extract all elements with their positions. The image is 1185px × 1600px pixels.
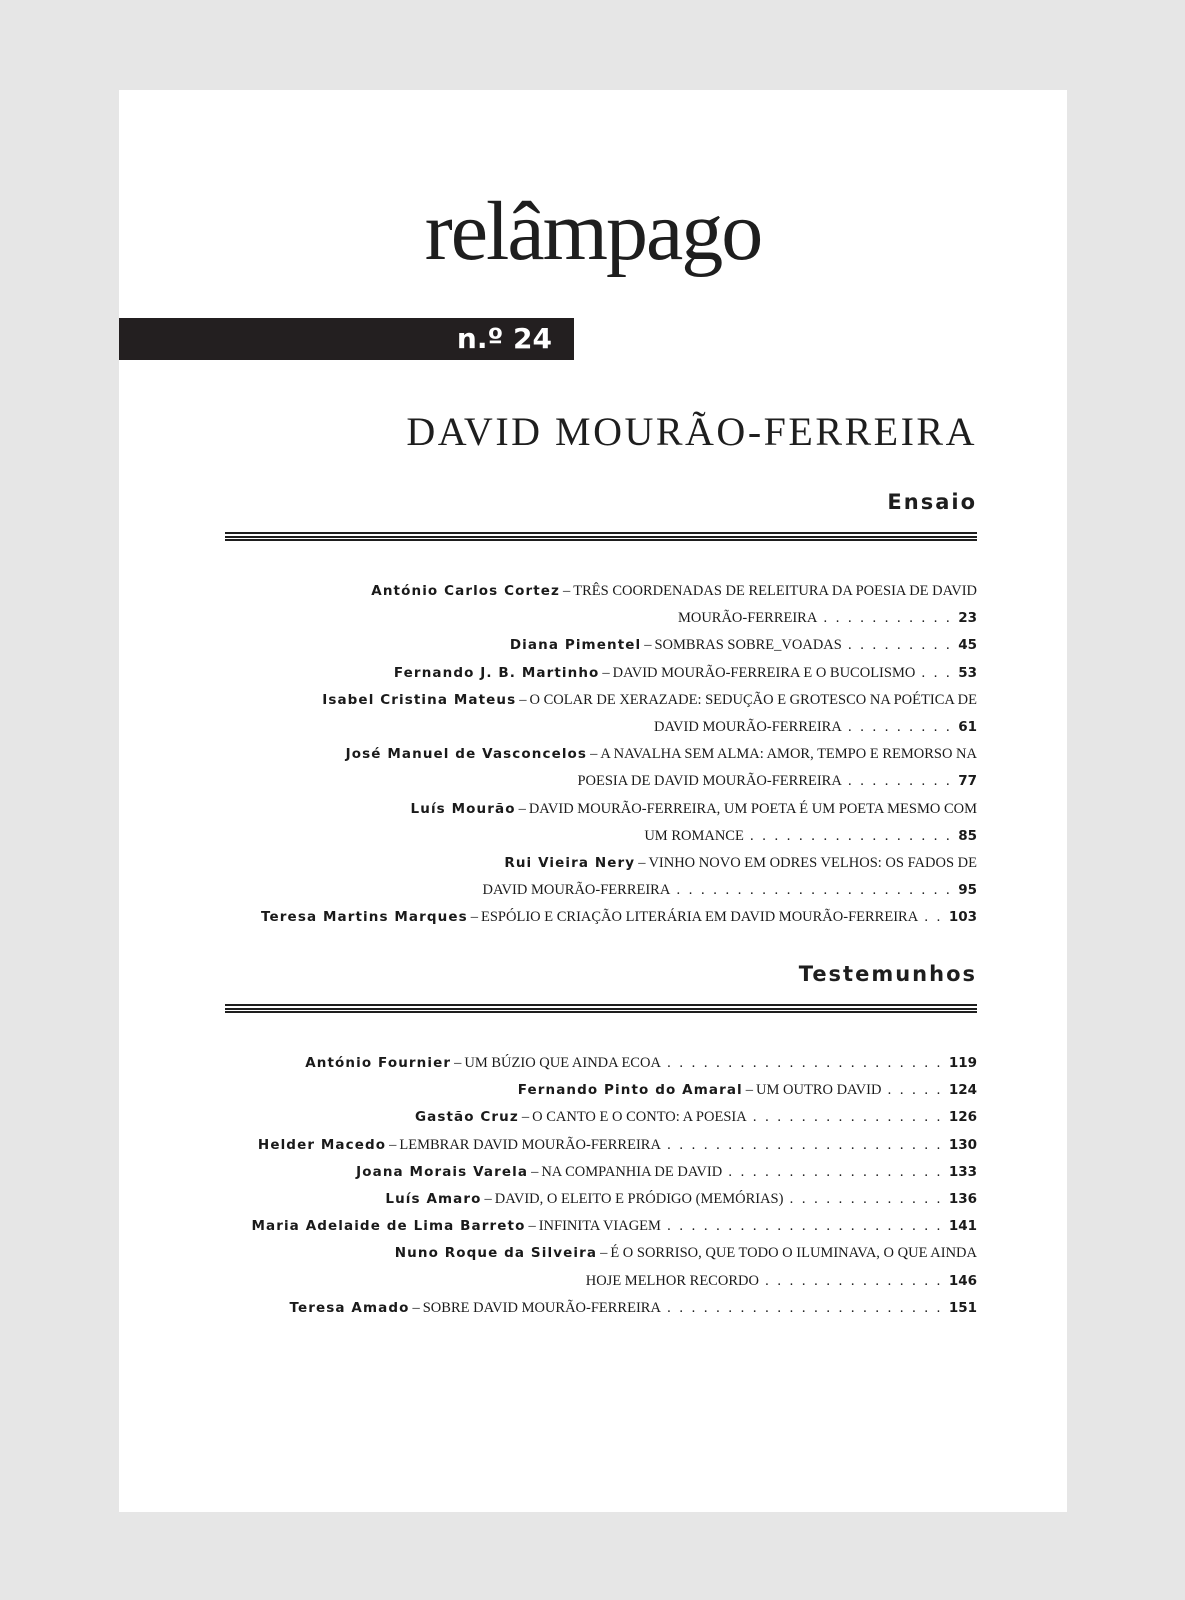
magazine-page <box>119 90 1067 1512</box>
toc-dash: – <box>470 909 479 926</box>
toc-page-number: 151 <box>948 1299 977 1316</box>
toc-title: O COLAR DE XERAZADE: SEDUÇÃO E GROTESCO NA POÉTICA DE <box>529 691 977 708</box>
toc-title: É O SORRISO, QUE TODO O ILUMINAVA, O QUE AINDA <box>610 1245 977 1262</box>
toc-entry-line <box>225 1240 977 1267</box>
toc-dash: – <box>531 1163 539 1180</box>
toc-leader-dots: . . . . . . . . . . . . . . . . . . . . . . . <box>660 1136 949 1153</box>
toc-leader-dots: . . . . . . . . . . . . . <box>783 1191 949 1208</box>
toc-title: DAVID MOURÃO-FERREIRA <box>653 719 842 736</box>
toc-dash: – <box>484 1191 492 1208</box>
toc-author: Maria Adelaide de Lima Barreto <box>251 1218 526 1235</box>
toc-page-number: 124 <box>948 1082 977 1099</box>
toc-page-number: 146 <box>948 1272 977 1289</box>
toc-leader-dots: . . . . . . . . . <box>841 637 959 654</box>
toc-title: SOMBRAS SOBRE_VOADAS <box>654 637 842 654</box>
toc-page-number: 95 <box>958 882 977 899</box>
toc-entry <box>225 850 977 904</box>
toc-dash: – <box>644 637 652 654</box>
toc-dash: – <box>745 1082 754 1099</box>
toc-title: ESPÓLIO E CRIAÇÃO LITERÁRIA EM DAVID MOURÃO-FERREIRA <box>481 909 919 926</box>
toc-dash: – <box>454 1055 462 1071</box>
toc-entry-line <box>225 796 977 823</box>
toc-leader-dots: . . . . . . . . . . . . . . . . . . . . . . . <box>660 1218 949 1235</box>
toc-title: SOBRE DAVID MOURÃO-FERREIRA <box>422 1299 661 1316</box>
toc-entry-line <box>225 904 977 931</box>
toc-entry-line <box>225 1268 977 1295</box>
toc-author: Luís Mourão <box>410 800 516 817</box>
toc-page-number: 77 <box>958 773 977 790</box>
toc-ensaio <box>225 578 977 932</box>
toc-page-number: 133 <box>948 1163 977 1180</box>
toc-title: A NAVALHA SEM ALMA: AMOR, TEMPO E REMORSO NA <box>600 746 977 763</box>
toc-author: Rui Vieira Nery <box>504 855 636 872</box>
toc-author: Gastão Cruz <box>414 1109 519 1126</box>
toc-title: VINHO NOVO EM ODRES VELHOS: OS FADOS DE <box>648 855 977 872</box>
toc-page-number: 53 <box>958 664 977 681</box>
toc-author: Teresa Martins Marques <box>261 909 468 926</box>
toc-dash: – <box>389 1136 397 1153</box>
toc-dash: – <box>518 800 526 817</box>
toc-leader-dots: . . . . . . . . . . . . . . . . . . . . . . . <box>660 1055 949 1071</box>
toc-entry <box>225 796 977 850</box>
toc-title: DAVID MOURÃO-FERREIRA, UM POETA É UM POETA MESMO COM <box>528 800 977 817</box>
section-rule <box>225 532 977 541</box>
toc-entry <box>225 904 977 931</box>
toc-entry <box>225 1159 977 1186</box>
toc-author: Joana Morais Varela <box>356 1163 529 1180</box>
issue-number-badge: n.º 24 <box>119 318 574 360</box>
toc-page-number: 136 <box>948 1191 977 1208</box>
toc-entry <box>225 1050 977 1077</box>
dossier-title: DAVID MOURÃO-FERREIRA <box>406 409 977 454</box>
toc-author: Isabel Cristina Mateus <box>322 691 517 708</box>
toc-dash: – <box>563 583 571 599</box>
section-heading-ensaio: Ensaio <box>887 490 977 514</box>
toc-dash: – <box>638 855 646 872</box>
toc-title: DAVID MOURÃO-FERREIRA <box>482 882 671 899</box>
toc-entry <box>225 1186 977 1213</box>
toc-entry <box>225 1077 977 1104</box>
toc-entry <box>225 578 977 632</box>
toc-page-number: 141 <box>948 1218 977 1235</box>
toc-leader-dots: . . <box>918 909 949 926</box>
toc-title: POESIA DE DAVID MOURÃO-FERREIRA <box>577 773 842 790</box>
toc-entry <box>225 1104 977 1131</box>
toc-leader-dots: . . . . . . . . . . . . . . . . . . . . . . . <box>670 882 959 899</box>
toc-title: TRÊS COORDENADAS DE RELEITURA DA POESIA DE DAVID <box>573 583 977 599</box>
toc-entry <box>225 660 977 687</box>
toc-entry <box>225 741 977 795</box>
toc-entry-line <box>225 1186 977 1213</box>
toc-page-number: 61 <box>958 719 977 736</box>
toc-entry-line <box>225 768 977 795</box>
toc-leader-dots: . . . . . . . . . . . <box>817 610 959 627</box>
toc-entry <box>225 1295 977 1322</box>
toc-author: José Manuel de Vasconcelos <box>345 746 588 763</box>
toc-leader-dots: . . . . . <box>881 1082 949 1099</box>
toc-leader-dots: . . . <box>915 664 959 681</box>
toc-author: Nuno Roque da Silveira <box>394 1245 598 1262</box>
toc-entry-line <box>225 1132 977 1159</box>
toc-author: Luís Amaro <box>385 1191 482 1208</box>
toc-page-number: 23 <box>958 610 977 627</box>
toc-entry <box>225 632 977 659</box>
toc-entry-line <box>225 1050 977 1077</box>
toc-dash: – <box>412 1299 420 1316</box>
toc-entry-line <box>225 605 977 632</box>
toc-entry <box>225 1213 977 1240</box>
toc-dash: – <box>521 1109 530 1126</box>
toc-leader-dots: . . . . . . . . . . . . . . . . . . . . . . . <box>660 1299 949 1316</box>
toc-entry-line <box>225 850 977 877</box>
toc-author: Fernando Pinto do Amaral <box>517 1082 743 1099</box>
toc-dash: – <box>600 1245 608 1262</box>
toc-entry-line <box>225 741 977 768</box>
toc-author: Diana Pimentel <box>509 637 642 654</box>
toc-author: Fernando J. B. Martinho <box>393 664 600 681</box>
toc-entry-line <box>225 823 977 850</box>
toc-title: DAVID, O ELEITO E PRÓDIGO (MEMÓRIAS) <box>494 1191 784 1208</box>
toc-title: INFINITA VIAGEM <box>538 1218 661 1235</box>
toc-leader-dots: . . . . . . . . . . . . . . . . . <box>743 827 959 844</box>
toc-leader-dots: . . . . . . . . . <box>841 719 959 736</box>
toc-title: UM OUTRO DAVID <box>756 1082 882 1099</box>
toc-dash: – <box>602 664 610 681</box>
toc-title: O CANTO E O CONTO: A POESIA <box>532 1109 747 1126</box>
toc-title: HOJE MELHOR RECORDO <box>585 1272 759 1289</box>
toc-author: António Carlos Cortez <box>371 583 561 599</box>
toc-page-number: 126 <box>948 1109 977 1126</box>
toc-entry-line <box>225 1159 977 1186</box>
toc-page-number: 119 <box>948 1055 977 1071</box>
toc-title: LEMBRAR DAVID MOURÃO-FERREIRA <box>399 1136 661 1153</box>
toc-author: Helder Macedo <box>257 1136 387 1153</box>
toc-entry-line <box>225 578 977 605</box>
toc-page-number: 45 <box>958 637 977 654</box>
toc-leader-dots: . . . . . . . . . . . . . . . <box>758 1272 949 1289</box>
toc-page-number: 130 <box>948 1136 977 1153</box>
toc-page-number: 103 <box>948 909 977 926</box>
toc-entry-line <box>225 1213 977 1240</box>
toc-title: UM BÚZIO QUE AINDA ECOA <box>464 1055 661 1071</box>
toc-dash: – <box>528 1218 536 1235</box>
toc-entry-line <box>225 687 977 714</box>
toc-entry-line <box>225 714 977 741</box>
toc-entry-line <box>225 877 977 904</box>
toc-dash: – <box>590 746 598 763</box>
toc-testemunhos <box>225 1050 977 1322</box>
toc-leader-dots: . . . . . . . . . . . . . . . . . . <box>722 1163 949 1180</box>
toc-title: UM ROMANCE <box>644 827 744 844</box>
toc-author: Teresa Amado <box>289 1299 410 1316</box>
toc-entry-line <box>225 660 977 687</box>
magazine-logo: relâmpago <box>424 185 762 278</box>
toc-leader-dots: . . . . . . . . . . . . . . . . <box>746 1109 949 1126</box>
toc-entry <box>225 1132 977 1159</box>
toc-page-number: 85 <box>958 827 977 844</box>
toc-entry-line <box>225 632 977 659</box>
toc-entry <box>225 1240 977 1294</box>
section-heading-testemunhos: Testemunhos <box>798 962 977 986</box>
toc-author: António Fournier <box>305 1055 452 1071</box>
toc-entry-line <box>225 1104 977 1131</box>
toc-entry-line <box>225 1295 977 1322</box>
toc-entry <box>225 687 977 741</box>
toc-dash: – <box>519 691 527 708</box>
toc-entry-line <box>225 1077 977 1104</box>
toc-title: NA COMPANHIA DE DAVID <box>541 1163 723 1180</box>
section-rule <box>225 1004 977 1013</box>
toc-title: MOURÃO-FERREIRA <box>677 610 818 627</box>
toc-title: DAVID MOURÃO-FERREIRA E O BUCOLISMO <box>612 664 916 681</box>
toc-leader-dots: . . . . . . . . . <box>841 773 959 790</box>
